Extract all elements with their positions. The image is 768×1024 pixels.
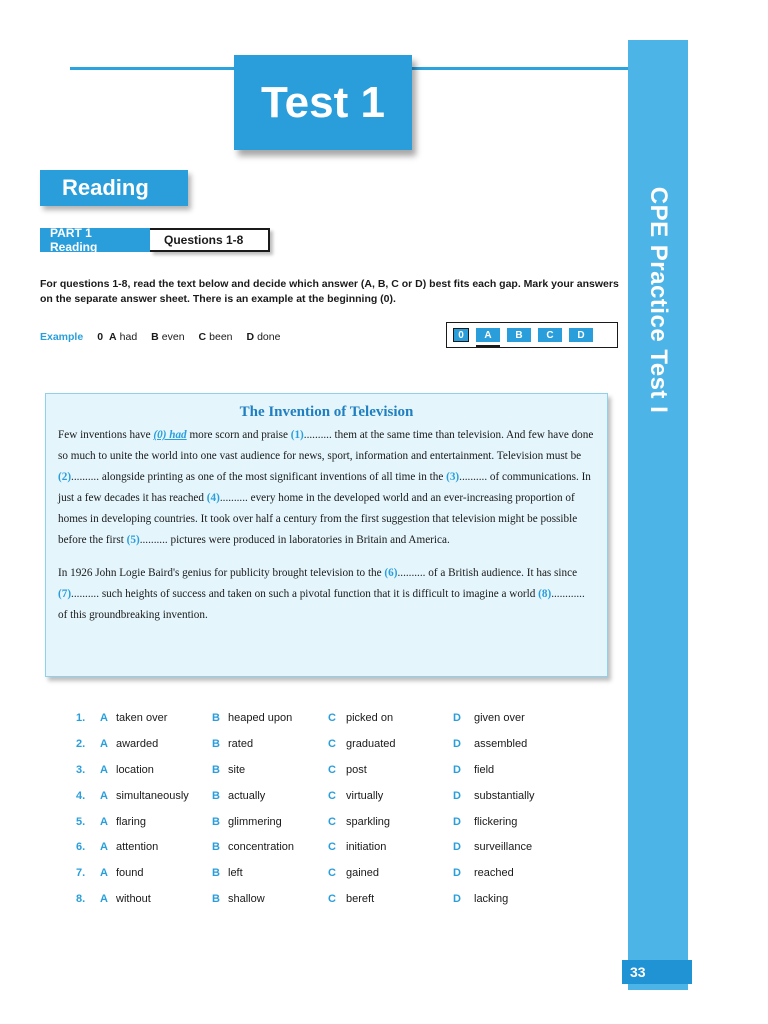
answer-grid-d: D [569, 328, 593, 342]
p2-text: .......... of a British audience. It has since [397, 567, 578, 579]
question-number: 1. [76, 712, 86, 724]
question-number: 8. [76, 893, 86, 906]
option-a: flaring [116, 815, 146, 828]
section-heading-box [40, 170, 188, 206]
option-letter-d: D [453, 712, 461, 724]
option-b: heaped upon [228, 712, 293, 724]
option-c: initiation [346, 841, 387, 854]
example-line [40, 331, 294, 343]
example-option-c: been [209, 331, 233, 343]
option-d: reached [474, 867, 514, 880]
question-number: 3. [76, 763, 86, 776]
part-label: PART 1 Reading [40, 228, 150, 252]
answer-grid-a-wrap [476, 328, 500, 342]
example-option-d: done [257, 331, 281, 343]
gap-1: (1) [290, 429, 304, 441]
option-letter-b: B [212, 841, 220, 854]
example-letter-b: B [151, 331, 159, 343]
option-d: lacking [474, 893, 509, 906]
side-title [628, 170, 688, 430]
option-d: flickering [474, 815, 518, 828]
option-c: virtually [346, 789, 384, 802]
option-letter-a: A [100, 893, 108, 906]
option-b: concentration [228, 841, 295, 854]
question-number: 5. [76, 815, 86, 828]
option-letter-b: B [212, 893, 220, 906]
gap-3: (3) [446, 471, 460, 483]
example-letter-d: D [246, 331, 255, 343]
p2-text: .......... such heights of success and taken on such a pivotal function that it is difficult to imagine a world [71, 588, 539, 600]
page-number: 33 [622, 960, 692, 984]
question-row [76, 841, 596, 867]
test-title: Test 1 [261, 77, 385, 127]
gap-7: (7) [58, 588, 72, 600]
answer-grid-a: A [476, 328, 500, 342]
option-letter-d: D [453, 893, 461, 906]
section-heading: Reading [62, 175, 149, 200]
option-letter-a: A [100, 712, 108, 724]
answer-mark [476, 345, 500, 348]
part-strip [40, 228, 270, 252]
p1-text: .......... of communications. In just a few decades it has reached [58, 471, 591, 504]
option-a: without [116, 893, 151, 906]
gap-6: (6) [384, 567, 398, 579]
option-letter-d: D [453, 789, 461, 802]
p1-text: more scorn and praise [186, 429, 291, 441]
option-b: shallow [228, 893, 265, 906]
option-letter-c: C [328, 763, 336, 776]
gap-2: (2) [58, 471, 72, 483]
option-a: awarded [116, 737, 159, 750]
option-d: field [474, 763, 495, 776]
passage-paragraph-1 [58, 425, 595, 551]
option-letter-a: A [100, 815, 108, 828]
option-letter-b: B [212, 712, 220, 724]
option-letter-d: D [453, 737, 461, 750]
option-c: bereft [346, 893, 375, 906]
option-a: taken over [116, 712, 168, 724]
option-letter-a: A [100, 789, 108, 802]
option-d: substantially [474, 789, 535, 802]
question-number: 7. [76, 867, 86, 880]
question-row [76, 893, 596, 919]
option-letter-d: D [453, 763, 461, 776]
p1-text: .......... every home in the developed world and an ever-increasing proportion of homes in developing countries. It took over half a century from the first suggestion that television might be possible before the first [58, 492, 578, 546]
option-letter-b: B [212, 815, 220, 828]
answer-grid-c: C [538, 328, 562, 342]
option-letter-d: D [453, 815, 461, 828]
p2-text: ............ of this groundbreaking invention. [58, 588, 585, 621]
option-b: actually [228, 789, 266, 802]
option-letter-c: C [328, 815, 336, 828]
option-b: left [228, 867, 243, 880]
option-letter-c: C [328, 841, 336, 854]
option-a: location [116, 763, 154, 776]
option-letter-b: B [212, 867, 220, 880]
option-d: surveillance [474, 841, 533, 854]
option-letter-c: C [328, 893, 336, 906]
question-number: 2. [76, 737, 86, 750]
option-letter-a: A [100, 841, 108, 854]
option-letter-a: A [100, 867, 108, 880]
option-letter-a: A [100, 763, 108, 776]
example-letter-c: C [198, 331, 207, 343]
gap-0: (0) had [153, 429, 187, 441]
instructions: For questions 1-8, read the text below and decide which answer (A, B, C or D) best fits each gap. Mark your answers on the separate answer sheet. There is an example at the beginning (0). [40, 278, 619, 305]
question-number: 6. [76, 841, 86, 854]
gap-8: (8) [538, 588, 552, 600]
answer-grid-b: B [507, 328, 531, 342]
questions-label: Questions 1-8 [150, 228, 270, 252]
option-a: found [116, 867, 144, 880]
option-letter-a: A [100, 737, 108, 750]
example-option-b: even [161, 331, 185, 343]
passage-paragraph-2 [58, 563, 595, 626]
option-c: graduated [346, 737, 396, 750]
option-letter-d: D [453, 841, 461, 854]
example-option-a: had [119, 331, 138, 343]
passage-title: The Invention of Television [239, 404, 414, 420]
option-letter-c: C [328, 712, 336, 724]
answer-grid-zero: 0 [453, 328, 469, 342]
option-c: post [346, 763, 367, 776]
option-b: glimmering [228, 815, 282, 828]
gap-5: (5) [126, 534, 140, 546]
p1-text: Few inventions have [58, 429, 154, 441]
option-letter-b: B [212, 763, 220, 776]
example-number: 0 [97, 331, 104, 343]
option-a: attention [116, 841, 159, 854]
side-title-text: CPE Practice Test I [645, 186, 673, 414]
gap-4: (4) [206, 492, 220, 504]
option-letter-c: C [328, 737, 336, 750]
option-letter-b: B [212, 789, 220, 802]
question-row [76, 764, 596, 790]
option-b: rated [228, 737, 254, 750]
option-c: sparkling [346, 815, 391, 828]
option-letter-c: C [328, 789, 336, 802]
option-letter-b: B [212, 737, 220, 750]
question-number: 4. [76, 789, 86, 802]
question-row [76, 867, 596, 893]
p1-text: .......... alongside printing as one of the most significant inventions of all time in the [71, 471, 447, 483]
question-row [76, 790, 596, 816]
example-answer-grid [446, 322, 618, 348]
option-letter-d: D [453, 867, 461, 880]
option-a: simultaneously [116, 789, 189, 802]
question-row [76, 712, 596, 738]
question-row [76, 738, 596, 764]
p1-text: .......... them at the same time than television. And few have done so much to unite the world into one vast audience for news, sport, information and entertainment. Television must be [58, 429, 594, 462]
option-d: assembled [474, 737, 528, 750]
option-c: picked on [346, 712, 394, 724]
example-label: Example [40, 331, 84, 343]
passage-box [45, 393, 608, 677]
example-letter-a: A [109, 331, 117, 343]
answer-options [76, 712, 596, 919]
option-d: given over [474, 712, 525, 724]
option-c: gained [346, 867, 380, 880]
test-title-box [234, 55, 412, 150]
p1-text: .......... pictures were produced in laboratories in Britain and America. [139, 534, 450, 546]
p2-text: In 1926 John Logie Baird's genius for publicity brought television to the [58, 567, 385, 579]
option-letter-c: C [328, 867, 336, 880]
option-b: site [228, 763, 246, 776]
question-row [76, 816, 596, 842]
